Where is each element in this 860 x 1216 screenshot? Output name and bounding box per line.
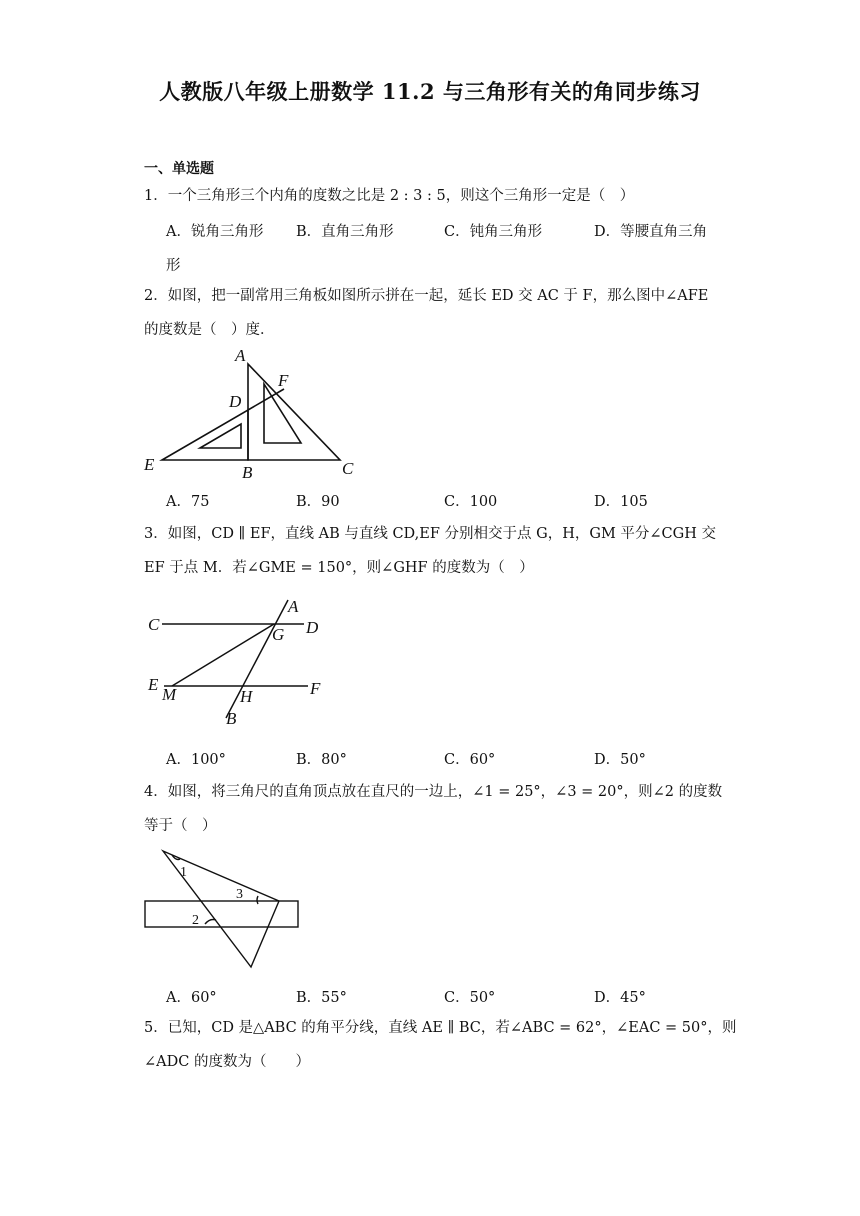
question-2-line1: 2．如图，把一副常用三角板如图所示拼在一起，延长 ED 交 AC 于 F，那么图中∠AFE: [144, 288, 709, 304]
q3-label-b: B: [226, 709, 237, 728]
q3-option-c: C．60°: [444, 752, 496, 768]
q3-label-e: E: [148, 675, 159, 694]
q2-label-a: A: [235, 346, 246, 365]
q1-option-d-wrap: 形: [166, 258, 181, 274]
q1-option-b: B．直角三角形: [296, 224, 394, 240]
q3-option-d: D．50°: [594, 752, 646, 768]
q3-label-h: H: [240, 687, 253, 706]
q2-option-c: C．100: [444, 494, 498, 510]
question-2-line2: 的度数是（ ）度．: [144, 322, 275, 338]
q1-option-a: A．锐角三角形: [166, 224, 264, 240]
q3-label-a: A: [288, 597, 299, 616]
q4-ruler: [145, 901, 298, 927]
q4-option-b: B．55°: [296, 990, 347, 1006]
q4-arc-2: [205, 920, 216, 925]
q2-triangle-ebd: [162, 410, 248, 460]
question-4-line1: 4．如图，将三角尺的直角顶点放在直尺的一边上，∠1 = 25°，∠3 = 20°，则∠2 的度数: [144, 784, 723, 800]
q2-option-a: A．75: [166, 494, 210, 510]
q3-label-d: D: [306, 618, 319, 637]
q2-label-b: B: [242, 463, 253, 482]
q3-option-a: A．100°: [166, 752, 226, 768]
q2-triangle-abc: [248, 364, 340, 460]
q3-label-g: G: [272, 625, 285, 644]
q4-label-2: 2: [192, 913, 199, 928]
q4-option-d: D．45°: [594, 990, 646, 1006]
question-5-line1: 5．已知，CD 是△ABC 的角平分线，直线 AE ∥ BC，若∠ABC = 62°，∠EAC = 50°，则: [144, 1020, 737, 1036]
q3-label-f: F: [310, 679, 321, 698]
q2-figure: [140, 344, 370, 484]
page-title: 人教版八年级上册数学 11.2 与三角形有关的角同步练习: [159, 79, 701, 104]
q3-line-ab: [226, 600, 288, 718]
q1-option-d: D．等腰直角三角: [594, 224, 708, 240]
q4-label-3: 3: [236, 887, 243, 902]
question-5-line2: ∠ADC 的度数为（ ）: [144, 1054, 310, 1070]
q3-option-b: B．80°: [296, 752, 347, 768]
q4-option-c: C．50°: [444, 990, 496, 1006]
question-4-line2: 等于（ ）: [144, 818, 217, 834]
q3-label-c: C: [148, 615, 160, 634]
q2-label-d: D: [229, 392, 242, 411]
question-1-text: 1．一个三角形三个内角的度数之比是 2 : 3 : 5，则这个三角形一定是（ ）: [144, 188, 635, 204]
q2-inner-triangle-left: [200, 424, 241, 448]
q2-label-f: F: [278, 371, 289, 390]
question-3-line1: 3．如图，CD ∥ EF，直线 AB 与直线 CD,EF 分别相交于点 G，H，GM 平分∠CGH 交: [144, 526, 716, 542]
q2-option-d: D．105: [594, 494, 648, 510]
q2-option-b: B．90: [296, 494, 340, 510]
q3-figure: [140, 594, 340, 730]
q3-label-m: M: [162, 685, 177, 704]
q4-arc-3: [257, 896, 258, 904]
q4-label-1: 1: [180, 865, 187, 880]
q2-label-e: E: [144, 455, 155, 474]
q4-option-a: A．60°: [166, 990, 217, 1006]
section-heading: 一、单选题: [144, 161, 214, 177]
q2-label-c: C: [342, 459, 354, 478]
q4-figure: [140, 844, 310, 974]
question-3-line2: EF 于点 M．若∠GME = 150°，则∠GHF 的度数为（ ）: [144, 560, 534, 576]
q1-option-c: C．钝角三角形: [444, 224, 543, 240]
